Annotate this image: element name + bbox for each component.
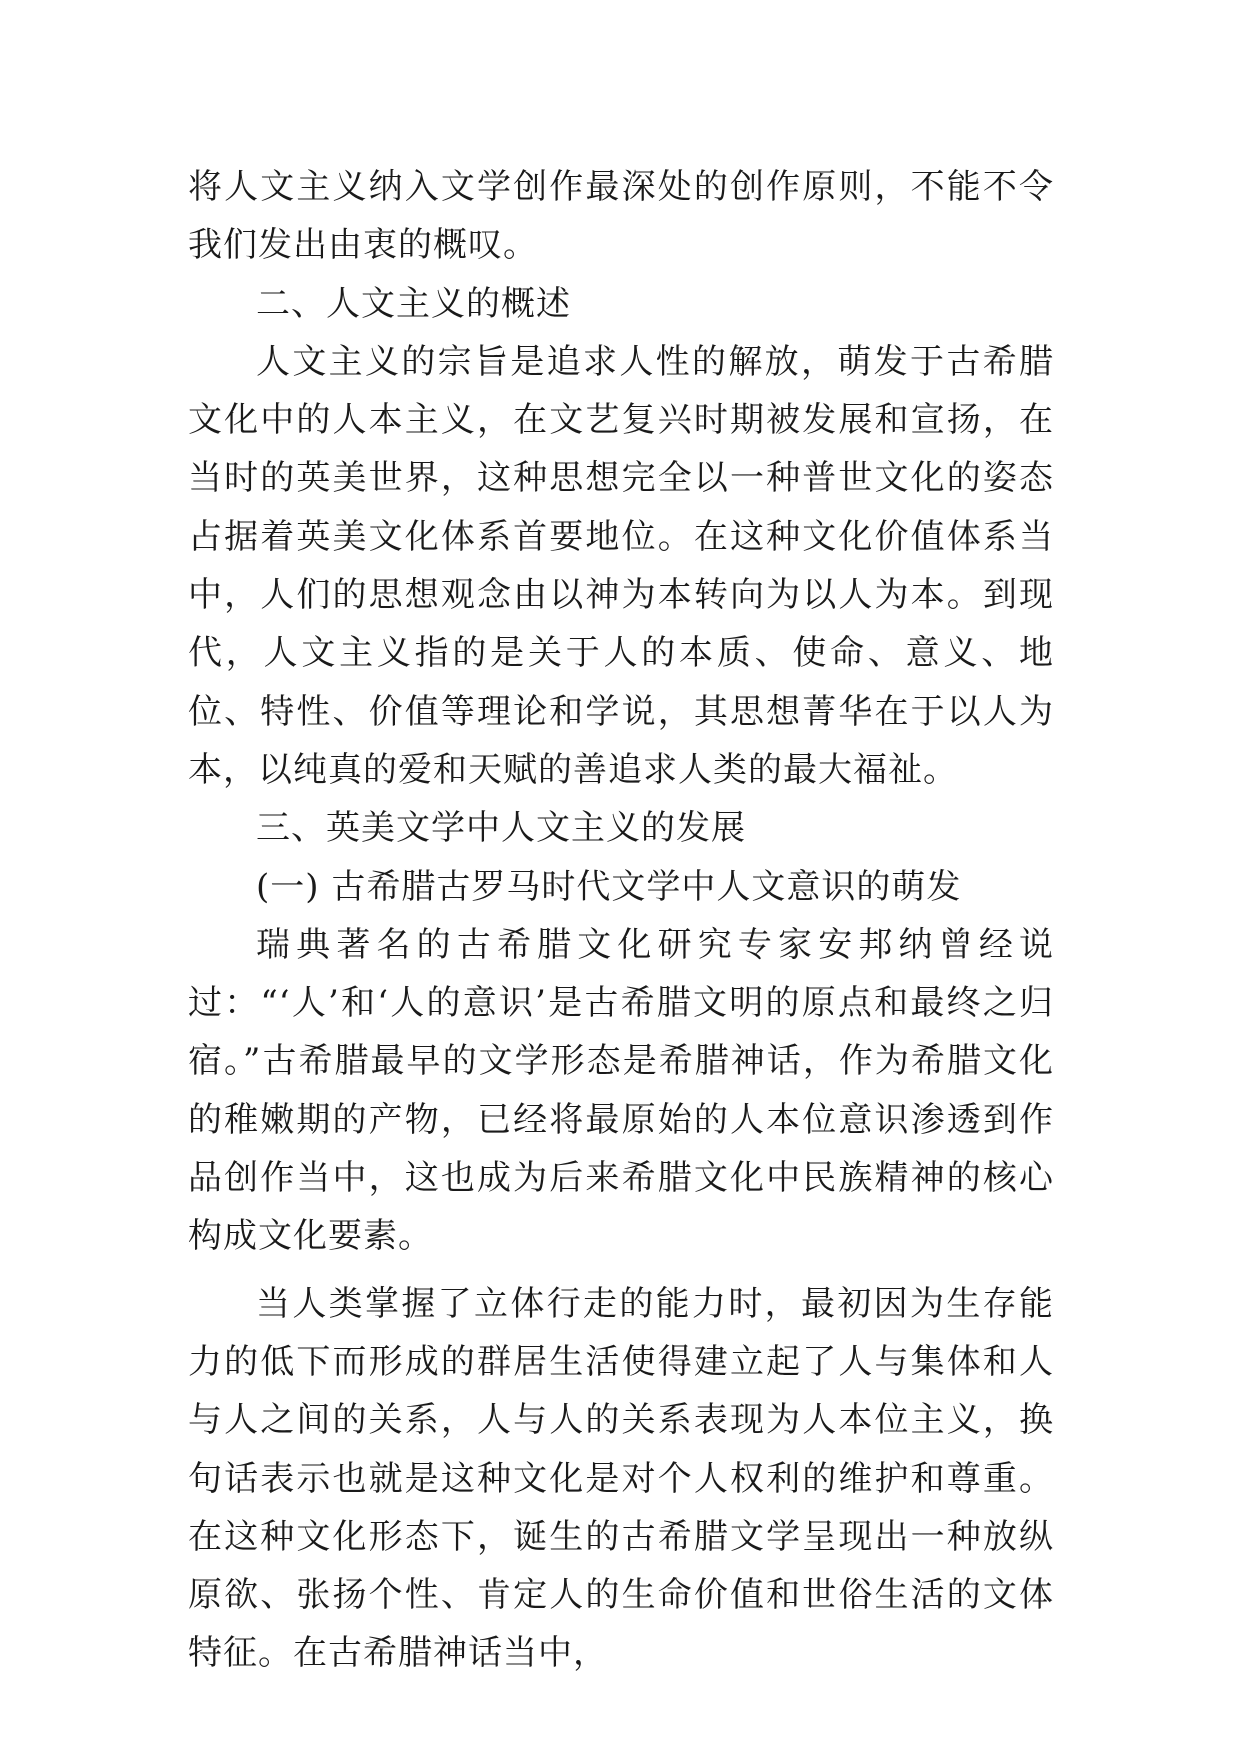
subsection-heading-1: (一) 古希腊古罗马时代文学中人文意识的萌发 [256, 866, 962, 907]
section-heading-2: 二、人文主义的概述 [256, 283, 571, 324]
paragraph-continued: 将人文主义纳入文学创作最深处的创作原则，不能不令我们发出由衷的概叹。 [188, 167, 1054, 266]
document-body [188, 158, 1054, 1683]
paragraph-gap [188, 1266, 1054, 1275]
paragraph-overview: 人文主义的宗旨是追求人性的解放，萌发于古希腊文化中的人本主义，在文艺复兴时期被发展和宣扬，在当时的英美世界，这种思想完全以一种普世文化的姿态占据着英美文化体系首要地位。在这种文化价值体系当中，人们的思想观念由以神为本转向为以人为本。到现代，人文主义指的是关于人的本质、使命、意义、地位、特性、价值等理论和学说，其思想菁华在于以人为本，以纯真的爱和天赋的善追求人类的最大福祉。 [188, 341, 1054, 790]
section-heading-3: 三、英美文学中人文主义的发展 [256, 808, 746, 849]
paragraph-human-relations: 当人类掌握了立体行走的能力时，最初因为生存能力的低下而形成的群居生活使得建立起了人与集体和人与人之间的关系，人与人的关系表现为人本位主义，换句话表示也就是这种文化是对个人权利的维护和尊重。在这种文化形态下，诞生的古希腊文学呈现出一种放纵原欲、张扬个性、肯定人的生命价值和世俗生活的文体特征。在古希腊神话当中， [188, 1283, 1054, 1674]
paragraph-greek-origin: 瑞典著名的古希腊文化研究专家安邦纳曾经说过：“‘人’和‘人的意识’是古希腊文明的原点和最终之归宿。”古希腊最早的文学形态是希腊神话，作为希腊文化的稚嫩期的产物，已经将最原始的人本位意识渗透到作品创作当中，这也成为后来希腊文化中民族精神的核心构成文化要素。 [188, 924, 1054, 1257]
